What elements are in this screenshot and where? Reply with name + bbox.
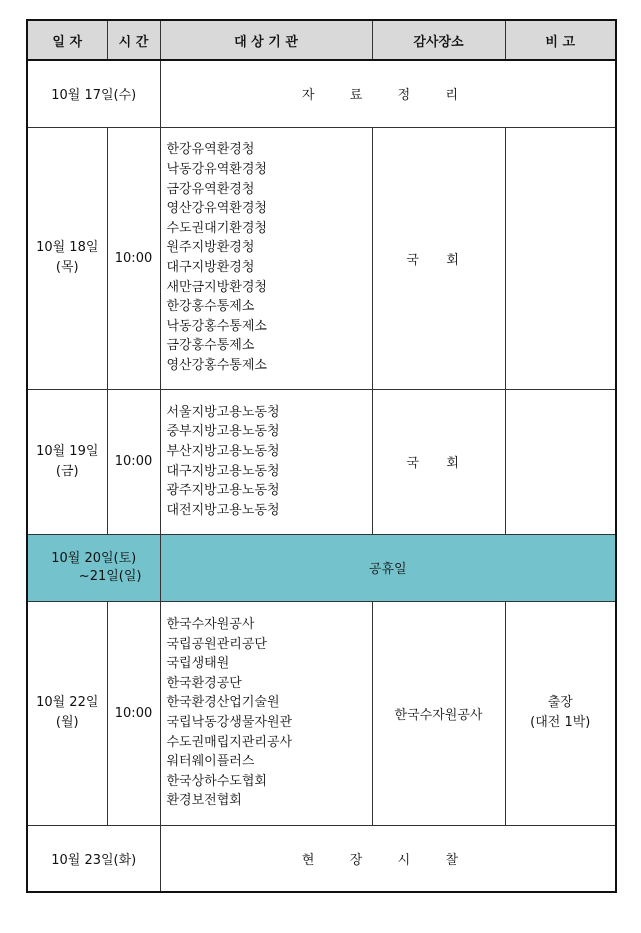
row-activity: 현 장 시 찰 bbox=[160, 825, 616, 892]
row-note bbox=[505, 127, 616, 389]
table-row bbox=[27, 389, 616, 534]
note-line-detail: (대전 1박) bbox=[530, 715, 591, 730]
list-item: 한국환경산업기술원 bbox=[166, 695, 280, 711]
list-item: 대구지방환경청 bbox=[166, 260, 255, 275]
list-item: 한국환경공단 bbox=[166, 675, 242, 691]
date-line: 10월 20일(토) bbox=[51, 550, 137, 566]
date-line: 10월 19일 bbox=[36, 443, 99, 459]
date-line: 10월 18일 bbox=[36, 240, 99, 256]
row-activity: 자 료 정 리 bbox=[160, 60, 616, 127]
list-item: 서울지방고용노동청 bbox=[166, 404, 280, 420]
audit-schedule-table bbox=[26, 19, 617, 893]
list-item: 원주지방환경청 bbox=[166, 240, 255, 256]
org-list bbox=[160, 127, 372, 389]
table-row bbox=[27, 825, 616, 892]
list-item: 수도권대기환경청 bbox=[166, 220, 267, 236]
row-date bbox=[27, 127, 107, 389]
list-item: 낙동강유역환경청 bbox=[166, 162, 267, 178]
row-place: 국 회 bbox=[372, 389, 505, 534]
row-date bbox=[27, 601, 107, 825]
list-item: 중부지방고용노동청 bbox=[166, 424, 280, 440]
org-list bbox=[160, 389, 372, 534]
table-row bbox=[27, 601, 616, 825]
list-item: 국립생태원 bbox=[166, 656, 230, 672]
row-date: 10월 17일(수) bbox=[27, 60, 160, 127]
row-place: 한국수자원공사 bbox=[372, 601, 505, 825]
list-item: 대구지방고용노동청 bbox=[166, 463, 280, 479]
list-item: 한강홍수통제소 bbox=[166, 299, 255, 315]
row-date bbox=[27, 389, 107, 534]
list-item: 한국수자원공사 bbox=[166, 617, 255, 633]
weekday: (목) bbox=[55, 260, 79, 275]
list-item: 금강홍수통제소 bbox=[166, 338, 255, 354]
header-time: 시 간 bbox=[107, 20, 160, 60]
row-time: 10:00 bbox=[107, 601, 160, 825]
list-item: 한강유역환경청 bbox=[166, 142, 255, 158]
list-item: 낙동강홍수통제소 bbox=[166, 318, 267, 334]
row-note bbox=[505, 389, 616, 534]
row-date: 10월 23일(화) bbox=[27, 825, 160, 892]
header-row bbox=[27, 20, 616, 60]
list-item: 수도권매립지관리공사 bbox=[166, 734, 293, 750]
list-item: 국립공원관리공단 bbox=[166, 636, 267, 652]
list-item: 대전지방고용노동청 bbox=[166, 502, 280, 518]
row-note bbox=[505, 601, 616, 825]
header-note: 비 고 bbox=[505, 20, 616, 60]
list-item: 부산지방고용노동청 bbox=[166, 443, 280, 459]
table-row bbox=[27, 60, 616, 127]
date-line: 10월 22일 bbox=[36, 695, 99, 711]
header-audit-place: 감사장소 bbox=[372, 20, 505, 60]
weekday: (월) bbox=[55, 715, 79, 730]
list-item: 워터웨이플러스 bbox=[166, 754, 255, 770]
row-time: 10:00 bbox=[107, 389, 160, 534]
row-date bbox=[27, 534, 160, 601]
list-item: 국립낙동강생물자원관 bbox=[166, 715, 293, 730]
weekday: (금) bbox=[55, 463, 79, 479]
org-list bbox=[160, 601, 372, 825]
holiday-row bbox=[27, 534, 616, 601]
header-date: 일 자 bbox=[27, 20, 107, 60]
list-item: 환경보전협회 bbox=[166, 793, 242, 809]
row-place: 국 회 bbox=[372, 127, 505, 389]
holiday-label: 공휴일 bbox=[160, 534, 616, 601]
list-item: 금강유역환경청 bbox=[166, 181, 255, 197]
row-time: 10:00 bbox=[107, 127, 160, 389]
date-line-range-end: ~21일(일) bbox=[78, 568, 142, 584]
header-target-org: 대 상 기 관 bbox=[160, 20, 372, 60]
list-item: 영산강홍수통제소 bbox=[166, 357, 267, 373]
list-item: 광주지방고용노동청 bbox=[166, 483, 280, 499]
table-row bbox=[27, 127, 616, 389]
note-line: 출장 bbox=[547, 695, 573, 711]
list-item: 한국상하수도협회 bbox=[166, 773, 267, 789]
list-item: 새만금지방환경청 bbox=[166, 279, 267, 295]
list-item: 영산강유역환경청 bbox=[166, 201, 267, 217]
